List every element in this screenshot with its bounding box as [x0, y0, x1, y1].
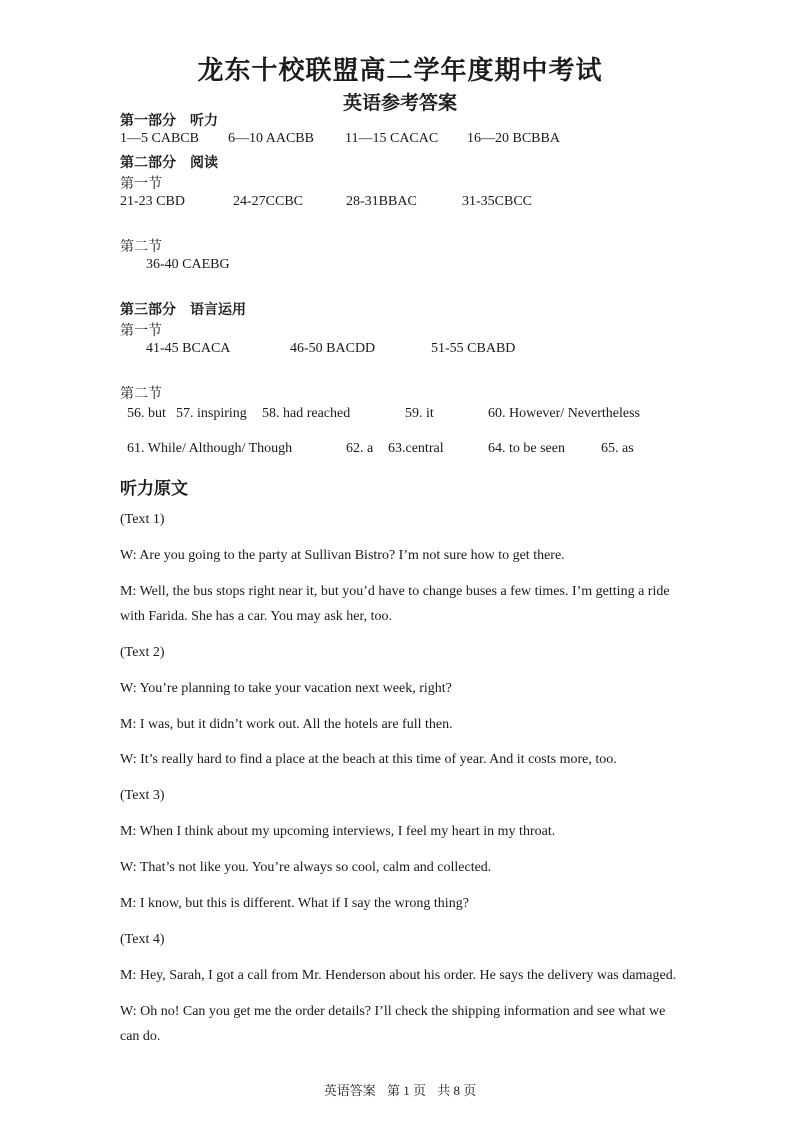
transcript-line: W: That’s not like you. You’re always so cool, calm and collected. — [120, 860, 492, 875]
section-label: 第一节 — [120, 324, 162, 339]
answer-group: 11—15 CACAC — [345, 131, 439, 146]
answer-item: 59. it — [405, 406, 434, 421]
answer-group: 46-50 BACDD — [290, 341, 376, 356]
page-footer — [0, 1080, 800, 1099]
answer-group: 31-35CBCC — [462, 194, 533, 209]
answer-item: 64. to be seen — [488, 441, 565, 456]
answer-group: 24-27CCBC — [233, 194, 304, 209]
answer-group: 16—20 BCBBA — [467, 131, 560, 146]
page-title: 龙东十校联盟高二学年度期中考试 — [197, 56, 603, 85]
transcript-line: W: Are you going to the party at Sullivan Bistro? I’m not sure how to get there. — [120, 548, 565, 563]
transcript-line: W: It’s really hard to find a place at the beach at this time of year. And it costs more, too. — [120, 752, 617, 767]
transcript-line: M: Hey, Sarah, I got a call from Mr. Henderson about his order. He says the delivery was damaged. — [120, 968, 677, 983]
part2-heading: 第二部分 阅读 — [120, 156, 218, 171]
transcript-line: M: Well, the bus stops right near it, but you’d have to change buses a few times. I’m getting a ride — [120, 584, 670, 599]
answer-group: 21-23 CBD — [120, 194, 185, 209]
footer-subject: 英语答案 — [323, 1083, 376, 1098]
transcript-line: with Farida. She has a car. You may ask her, too. — [120, 609, 393, 624]
part1-heading: 第一部分 听力 — [120, 114, 218, 129]
transcript-line: (Text 2) — [120, 645, 165, 660]
transcript-line: can do. — [120, 1029, 161, 1044]
transcript-line: (Text 3) — [120, 788, 165, 803]
section-label: 第二节 — [120, 387, 162, 402]
answer-item: 57. inspiring — [176, 406, 247, 421]
transcript-line: M: I was, but it didn’t work out. All the hotels are full then. — [120, 717, 453, 732]
part3-heading: 第三部分 语言运用 — [120, 303, 246, 318]
answer-group: 6—10 AACBB — [228, 131, 314, 146]
answer-item: 60. However/ Nevertheless — [488, 406, 641, 421]
transcript-line: M: When I think about my upcoming interviews, I feel my heart in my throat. — [120, 824, 556, 839]
answer-item: 56. but — [127, 406, 166, 421]
footer-total: 共 8 页 — [437, 1083, 477, 1098]
transcript-line: W: Oh no! Can you get me the order details? I’ll check the shipping information and see what we — [120, 1004, 666, 1019]
section-label: 第一节 — [120, 177, 162, 192]
transcript-line: M: I know, but this is different. What if I say the wrong thing? — [120, 896, 469, 911]
transcript-line: (Text 4) — [120, 932, 165, 947]
answer-group: 1—5 CABCB — [120, 131, 199, 146]
answer-group: 51-55 CBABD — [431, 341, 516, 356]
listening-heading: 听力原文 — [120, 479, 188, 498]
answer-item: 63.central — [388, 441, 444, 456]
transcript-line: W: You’re planning to take your vacation next week, right? — [120, 681, 452, 696]
answer-item: 58. had reached — [262, 406, 351, 421]
page-subtitle: 英语参考答案 — [342, 93, 457, 114]
answer-item: 62. a — [346, 441, 374, 456]
transcript-line: (Text 1) — [120, 512, 165, 527]
footer-page: 第 1 页 — [386, 1083, 426, 1098]
answer-group: 28-31BBAC — [346, 194, 417, 209]
answer-group: 41-45 BCACA — [146, 341, 231, 356]
section-label: 第二节 — [120, 240, 162, 255]
answer-item: 61. While/ Although/ Though — [127, 441, 293, 456]
answer-group: 36-40 CAEBG — [146, 257, 230, 272]
answer-item: 65. as — [601, 441, 634, 456]
